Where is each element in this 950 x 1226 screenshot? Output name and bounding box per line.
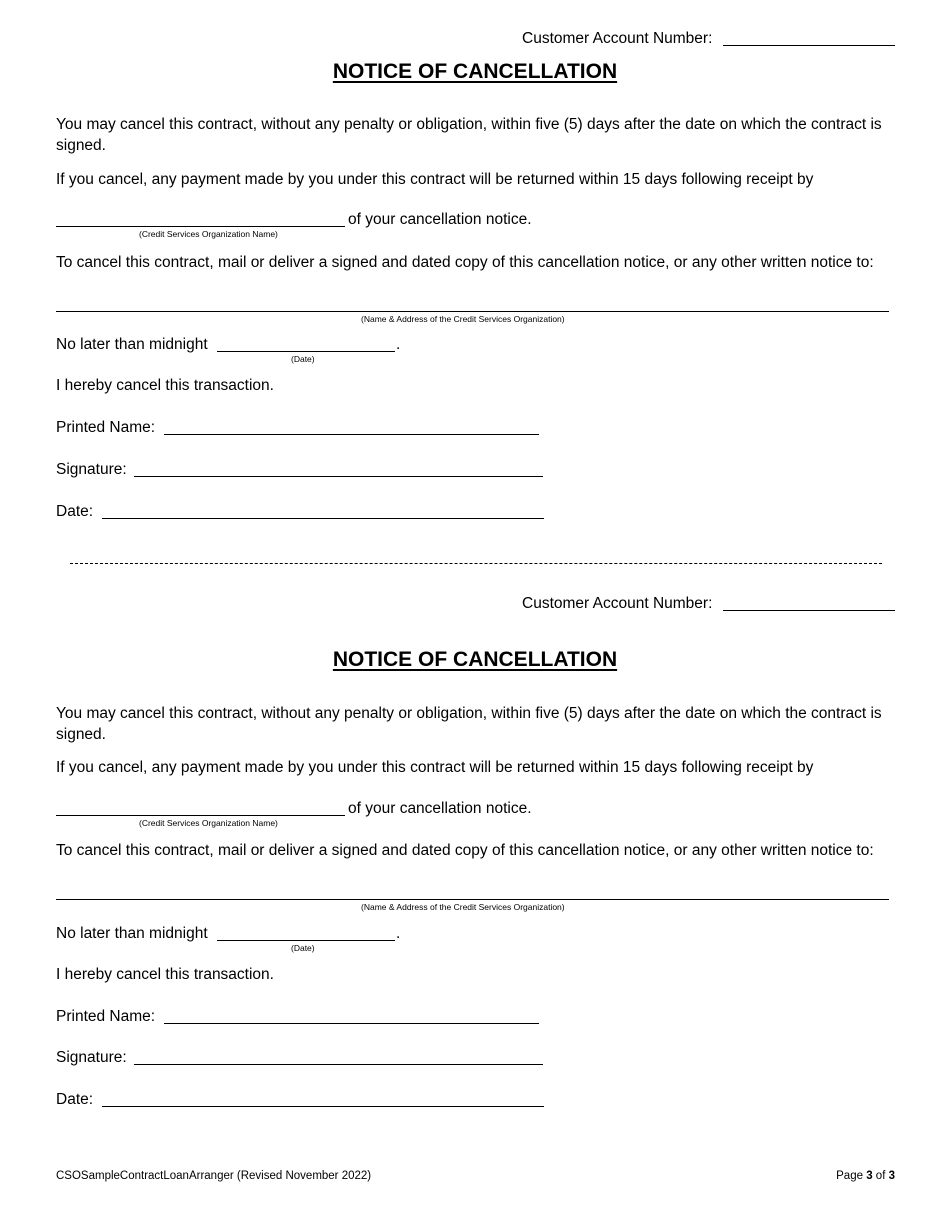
signature-label: Signature: bbox=[56, 1049, 127, 1066]
account-number-label: Customer Account Number: bbox=[522, 595, 713, 612]
cancel-statement: I hereby cancel this transaction. bbox=[56, 377, 274, 394]
date-field[interactable] bbox=[102, 518, 544, 519]
org-name-caption: (Credit Services Organization Name) bbox=[139, 229, 278, 239]
page-of: of bbox=[875, 1170, 886, 1182]
notice-title: NOTICE OF CANCELLATION bbox=[332, 648, 618, 671]
printed-name-label: Printed Name: bbox=[56, 419, 156, 436]
date-caption: (Date) bbox=[291, 943, 315, 953]
date-label: Date: bbox=[56, 503, 94, 520]
date-field[interactable] bbox=[102, 1106, 544, 1107]
midnight-period: . bbox=[396, 925, 401, 942]
signature-field[interactable] bbox=[134, 476, 543, 477]
date-label: Date: bbox=[56, 1091, 94, 1108]
mail-instructions-paragraph: To cancel this contract, mail or deliver a signed and dated copy of this cancellation notice, or any other written notice to: bbox=[56, 842, 874, 859]
address-field[interactable] bbox=[56, 311, 889, 312]
cut-line-divider bbox=[70, 563, 882, 564]
account-number-label: Customer Account Number: bbox=[522, 30, 713, 47]
page-word: Page bbox=[836, 1170, 863, 1182]
footer-page-number bbox=[836, 1171, 895, 1183]
midnight-label: No later than midnight bbox=[56, 925, 208, 942]
midnight-period: . bbox=[396, 336, 401, 353]
page-current: 3 bbox=[866, 1170, 873, 1182]
mail-instructions-paragraph: To cancel this contract, mail or deliver a signed and dated copy of this cancellation notice, or any other written notice to: bbox=[56, 254, 874, 271]
address-caption: (Name & Address of the Credit Services Organization) bbox=[361, 902, 565, 912]
midnight-date-field[interactable] bbox=[217, 351, 395, 352]
account-number-field[interactable] bbox=[723, 45, 895, 46]
address-field[interactable] bbox=[56, 899, 889, 900]
refund-paragraph: If you cancel, any payment made by you under this contract will be returned within 15 days following receipt by bbox=[56, 759, 814, 776]
org-name-suffix: of your cancellation notice. bbox=[348, 800, 532, 817]
footer-document-id: CSOSampleContractLoanArranger (Revised November 2022) bbox=[56, 1170, 372, 1182]
printed-name-field[interactable] bbox=[164, 1023, 539, 1024]
org-name-caption: (Credit Services Organization Name) bbox=[139, 818, 278, 828]
midnight-label: No later than midnight bbox=[56, 336, 208, 353]
cancel-terms-paragraph: You may cancel this contract, without any penalty or obligation, within five (5) days after the date on which the contract is signed. bbox=[56, 705, 882, 743]
signature-label: Signature: bbox=[56, 461, 127, 478]
address-caption: (Name & Address of the Credit Services Organization) bbox=[361, 314, 565, 324]
org-name-field[interactable] bbox=[56, 226, 345, 227]
printed-name-label: Printed Name: bbox=[56, 1008, 156, 1025]
account-number-field[interactable] bbox=[723, 610, 895, 611]
cancel-terms-paragraph: You may cancel this contract, without any penalty or obligation, within five (5) days after the date on which the contract is signed. bbox=[56, 116, 882, 154]
refund-paragraph: If you cancel, any payment made by you under this contract will be returned within 15 days following receipt by bbox=[56, 171, 814, 188]
midnight-date-field[interactable] bbox=[217, 940, 395, 941]
org-name-suffix: of your cancellation notice. bbox=[348, 211, 532, 228]
date-caption: (Date) bbox=[291, 354, 315, 364]
notice-title: NOTICE OF CANCELLATION bbox=[332, 60, 618, 83]
signature-field[interactable] bbox=[134, 1064, 543, 1065]
page-total: 3 bbox=[888, 1170, 895, 1182]
printed-name-field[interactable] bbox=[164, 434, 539, 435]
org-name-field[interactable] bbox=[56, 815, 345, 816]
cancel-statement: I hereby cancel this transaction. bbox=[56, 966, 274, 983]
